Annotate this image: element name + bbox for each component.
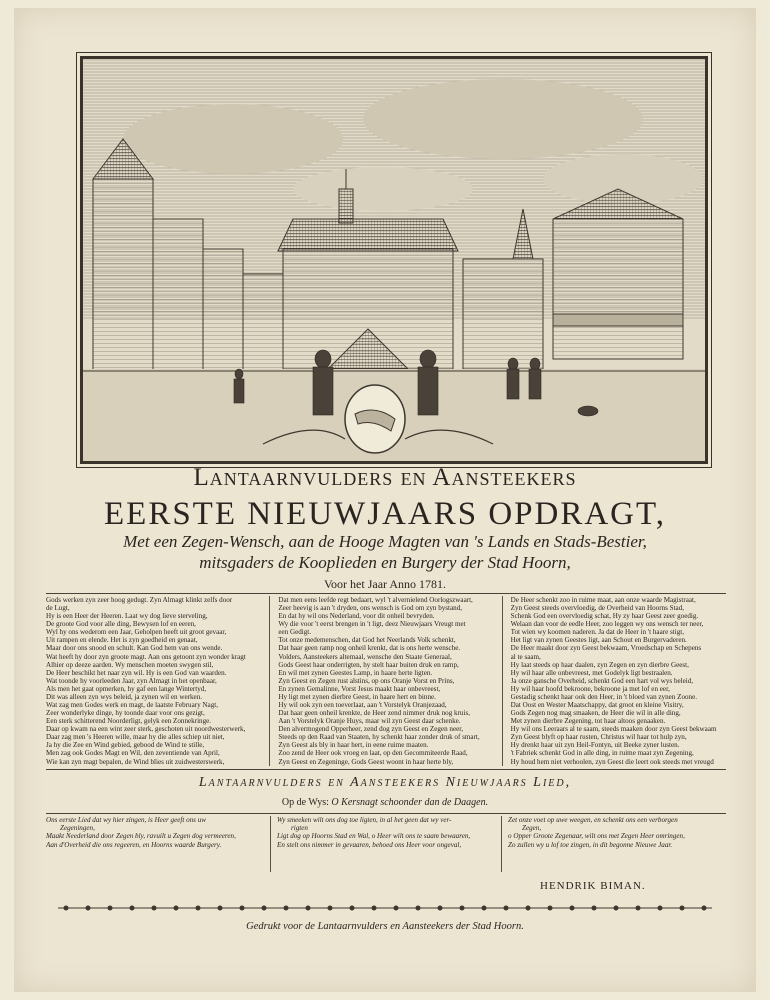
- poem-column-1: [46, 596, 261, 766]
- poem-line: En zynen Gemalinne, Vorst Jesus maakt haar onbevreest,: [278, 684, 441, 693]
- poem-line: Zeer wonderlyke dinge, hy toonde daar voor ons gezigt,: [46, 709, 205, 718]
- subtitle-line-1: Met een Zegen-Wensch, aan de Hooge Magten van 's Lands en Stads-Bestier,: [123, 532, 647, 551]
- author-name: HENDRIK BIMAN.: [540, 880, 646, 892]
- verse-separator: [501, 816, 502, 872]
- poem-line: Zyn Geest blyft op haar rusten, Christus wil haar tot hulp zyn,: [510, 733, 687, 742]
- song-title: Lantaarnvulders en Aansteekers Nieuwjaars Lied,: [198, 775, 572, 790]
- poem-line: Wyl hy ons wederom een Jaar, Geholpen heeft uit groot gevaar,: [46, 628, 227, 637]
- verse-line: Ligt dog op Hoorns Stad en Wal, o Heer wilt ons te saam bewaaren,: [277, 832, 471, 841]
- verse-2: [277, 816, 495, 872]
- poem-line: Gods werken zyn zeer hoog gedugt. Zyn Almagt klinkt zelfs door: [46, 596, 233, 604]
- poem-line: Wat heeft hy door zyn groote magt. Aan ons getoont zyn wonder kragt: [46, 652, 246, 661]
- column-separator: [502, 596, 503, 766]
- poem-line: Gods Geest haar onderrigten, hy stelt haar buiten druk en ramp,: [278, 660, 459, 669]
- poem-columns: [46, 596, 726, 766]
- divider: [46, 593, 726, 594]
- poem-line: En wil met zynen Geestes Lamp, in haare herte ligten.: [278, 668, 433, 677]
- poem-line: Dat Oost en Wester Maatschappy, dat groot en kleine Visitry,: [510, 701, 684, 710]
- poem-line: Zyn Geest steeds overvloedig, de Overheid van Hoorns Stad,: [510, 604, 685, 613]
- poem-line: 't Fabriek schenkt God in alle ding, in ruime maat zyn Zegening,: [510, 749, 694, 758]
- verse-separator: [270, 816, 271, 872]
- verse-line: Zo zullen wy u lof toe zingen, in dit begonne Nieuwe Jaar.: [508, 840, 673, 849]
- poem-line: Wy die voor 't eerst brengen in 't ligt, deez Nieuwjaars Vreugt met: [278, 620, 466, 629]
- engraving-illustration: [83, 59, 705, 461]
- column-separator: [269, 596, 270, 766]
- title-line-2: EERSTE NIEUWJAARS OPDRAGT,: [104, 496, 666, 532]
- poem-line: Dat men eens leefde regt bedaart, wyl 't alvernielend Oorlogszwaart,: [278, 596, 473, 604]
- poem-column-2: [278, 596, 493, 766]
- tune-line: [0, 797, 770, 808]
- poem-line: Als men het gaat opmerken, hy gaf een lange Wintertyd,: [46, 684, 207, 693]
- poem-line: Hy wil ook zyn een toeverlaat, aan 't Vorstelyk Oranjezaad,: [278, 701, 447, 710]
- poem-line: Hy drenkt haar uit zyn Heil-Fontyn, uit Beeke zyner lusten.: [510, 741, 680, 750]
- poem-line: de Lugt,: [46, 604, 70, 613]
- poem-line: En dat hy wil ons Nederland, voor dit onheil bevryden.: [278, 612, 435, 621]
- poem-line: Daar op kwam na een wint zeer sterk, geschoten uit noordwesterwerk,: [46, 725, 246, 734]
- poem-line: De Heer maakt door zyn Geest bekwaam, Vroedschap en Schepens: [510, 644, 702, 653]
- town-square-engraving: [80, 56, 708, 464]
- poem-line: Zyn Geest als bly in haar hert, in eene ruime maaten.: [278, 741, 429, 750]
- poem-line: Zyn Geest en Zegeninge, Gods Geest woont in haar herte bly,: [278, 757, 454, 766]
- poem-line: Zyn Geest en Zegen rust alstins, op ons Oranje Vorst en Prins,: [278, 676, 455, 685]
- verse-3: [508, 816, 726, 872]
- poem-line: Een sterk schitterend Noorderligt, gelyk een Zonnekringe.: [46, 717, 212, 726]
- poem-line: Gestadig schenkt haar ook den Heer, in 't bloed van zynen Zoone.: [510, 692, 698, 701]
- poem-line: Welaan dan voor de eedle Heer, zoo leggen wy ons wensch ter neer,: [510, 620, 704, 629]
- poem-line: Zeer heevig is aan 't dryden, ons wensch is God om zyn bystand,: [278, 604, 463, 613]
- poem-line: Den alvermogend Opperheer, zend dog zyn Geest en Zegen neer,: [278, 725, 464, 734]
- divider: [46, 769, 726, 770]
- poem-line: Wie kan zyn magt bepalen, de Wind blies uit zuidwesterswerk,: [46, 757, 225, 766]
- poem-line: Hy wil ons Leeraars al te saam, steeds maaken door zyn Geest bekwaam: [510, 725, 717, 734]
- subtitle-line-2: mitsgaders de Kooplieden en Burgery der Stad Hoorn,: [199, 553, 571, 572]
- poem-line: Dat haar geen onheil krenkte, de Heer zend nimmer druk nog kruis,: [278, 709, 470, 718]
- poem-line: al te saam,: [510, 652, 541, 661]
- ornamental-border: [58, 902, 712, 914]
- poem-line: Wat zag men Godes werk en magt, de laatste February Nagt,: [46, 701, 218, 710]
- verse-1: [46, 816, 264, 872]
- poem-line: Steeds op den Raad van Staaten, hy schenkt haar zonder druk of smart,: [278, 733, 480, 742]
- verse-line: Maakt Neederland door Zegen bly, ravuilt u Zegen dog vermeeren,: [46, 832, 236, 841]
- poem-line: Aan 't Vorstelyk Oranje Huys, maar wil zyn Geest daar schenke.: [278, 717, 461, 726]
- verse-line: Ons eerste Lied dat wy hier zingen, is Heer geeft ons uw: [46, 816, 206, 824]
- poem-line: Hy ligt met zynen dierbre Geest, in haare hert en binne.: [278, 692, 436, 701]
- poem-line: Het ligt van zynen Geestes ligt, aan Schout en Burgervaderen.: [510, 636, 687, 645]
- poem-line: Hy is een Heer der Heeren. Laat wy dog lieve sterveling,: [46, 612, 208, 621]
- song-verses: [46, 816, 726, 872]
- poem-line: Gods Zegen nog mag smaaken, de Heer die wil in alle ding,: [510, 709, 681, 718]
- verse-line: o Opper Groote Zegenaar, wilt ons met Zegen Heer omringen,: [508, 832, 685, 841]
- poem-line: Met zynen dierbre Zegening, tot haar altoos genaaken.: [510, 717, 666, 726]
- poem-line: Ja hy die Zee en Wind gebied, gebood de Wind te stille,: [46, 741, 205, 750]
- poem-line: Men zag ook Godes Magt en Wil, den zeventiende van April,: [46, 749, 220, 758]
- poem-line: Hy houd hem niet verhoolen, zyn Geest die leert ook steeds met vreugd: [510, 757, 714, 766]
- poem-line: Zoo zend de Heer ook vroeg en laat, op den Gecommiteerde Raad,: [278, 749, 468, 758]
- tune-prefix: Op de Wys:: [281, 797, 329, 808]
- poem-line: Schenk God een overvloedig schat, Hy zy haar Geest zeer goedig.: [510, 612, 699, 621]
- verse-line: Zegeningen,: [60, 824, 95, 833]
- verse-line: Wy smeeken wilt ons dog toe ligten, in al het geen dat wy ver-: [277, 816, 452, 824]
- poem-line: Dit was alleen zyn wys beleid, ja zynen wil en werken.: [46, 692, 203, 701]
- verse-line: En stelt ons nimmer in gevaaren, behoed ons Heer voor ongeval,: [277, 840, 462, 849]
- poem-line: Alhier op deeze aarden. Wy menschen moeten swygen stil,: [46, 660, 214, 669]
- tune-name: O Kersnagt schoonder dan de Daagen.: [331, 797, 489, 808]
- poem-line: Ja onze gansche Overheid, schenkt God een hart vol wys beleid,: [510, 676, 694, 685]
- poem-line: Tot wien wy koomen naderen. Ja dat de Heer in 't haare stigt,: [510, 628, 684, 637]
- poem-line: een Gedigt.: [278, 628, 312, 637]
- year-line: Voor het Jaar Anno 1781.: [323, 577, 447, 591]
- verse-line: rigten: [291, 824, 308, 833]
- poem-line: Dat haar geen ramp nog onheil krenkt, dat is ons herte wensche.: [278, 644, 461, 653]
- verse-line: Zet onze voet op uwe weegen, en schenkt ons een verborgen: [508, 816, 678, 824]
- divider: [46, 813, 726, 814]
- poem-line: Maar door ons snood en schult. Kan God hem van ons wende.: [46, 644, 223, 653]
- printer-imprint: Gedrukt voor de Lantaarnvulders en Aansteekers der Stad Hoorn.: [246, 921, 524, 932]
- poem-line: Volders, Aansteekers altemaal, wensche den Staate Generaal,: [278, 652, 452, 661]
- poem-line: Wat toonde hy voorleeden Jaar, zyn Almagt in het openbaar,: [46, 676, 217, 685]
- poem-column-3: [511, 596, 726, 766]
- verse-line: Zegen,: [522, 824, 542, 833]
- poem-line: Hy wil haar hoofd bekroone, bekroone ja met lof en eer,: [510, 684, 670, 693]
- poem-line: Daar zag men 's Heeren wille, maar hy die alles schiep uit niet,: [46, 733, 225, 742]
- poem-line: De Heer schenkt zoo in ruime maat, aan onze waarde Magistraat,: [510, 596, 696, 604]
- poem-line: Uit rampen en elende. Het is zyn goedheid en genaat,: [46, 636, 198, 645]
- poem-line: De Heer beschikt het naar zyn wil. Hy is een God van waarden.: [46, 668, 227, 677]
- title-line-1: Lantaarnvulders en Aansteekers: [193, 464, 577, 491]
- poem-line: Hy wil haar alle onbevreest, met Godelyk ligt bestraalen.: [510, 668, 673, 677]
- poem-line: Tot onze medemenschen, dat God het Neerlands Volk schenkt,: [278, 636, 456, 645]
- verse-line: Aan d'Overheid die ons regeeren, en Hoorns waarde Burgery.: [46, 840, 222, 849]
- poem-line: De groote God voor alle ding, Bewysen lof en eeren,: [46, 620, 196, 629]
- poem-line: Hy laat steeds op haar daalen, zyn Zegen en zyn dierbre Geest,: [510, 660, 689, 669]
